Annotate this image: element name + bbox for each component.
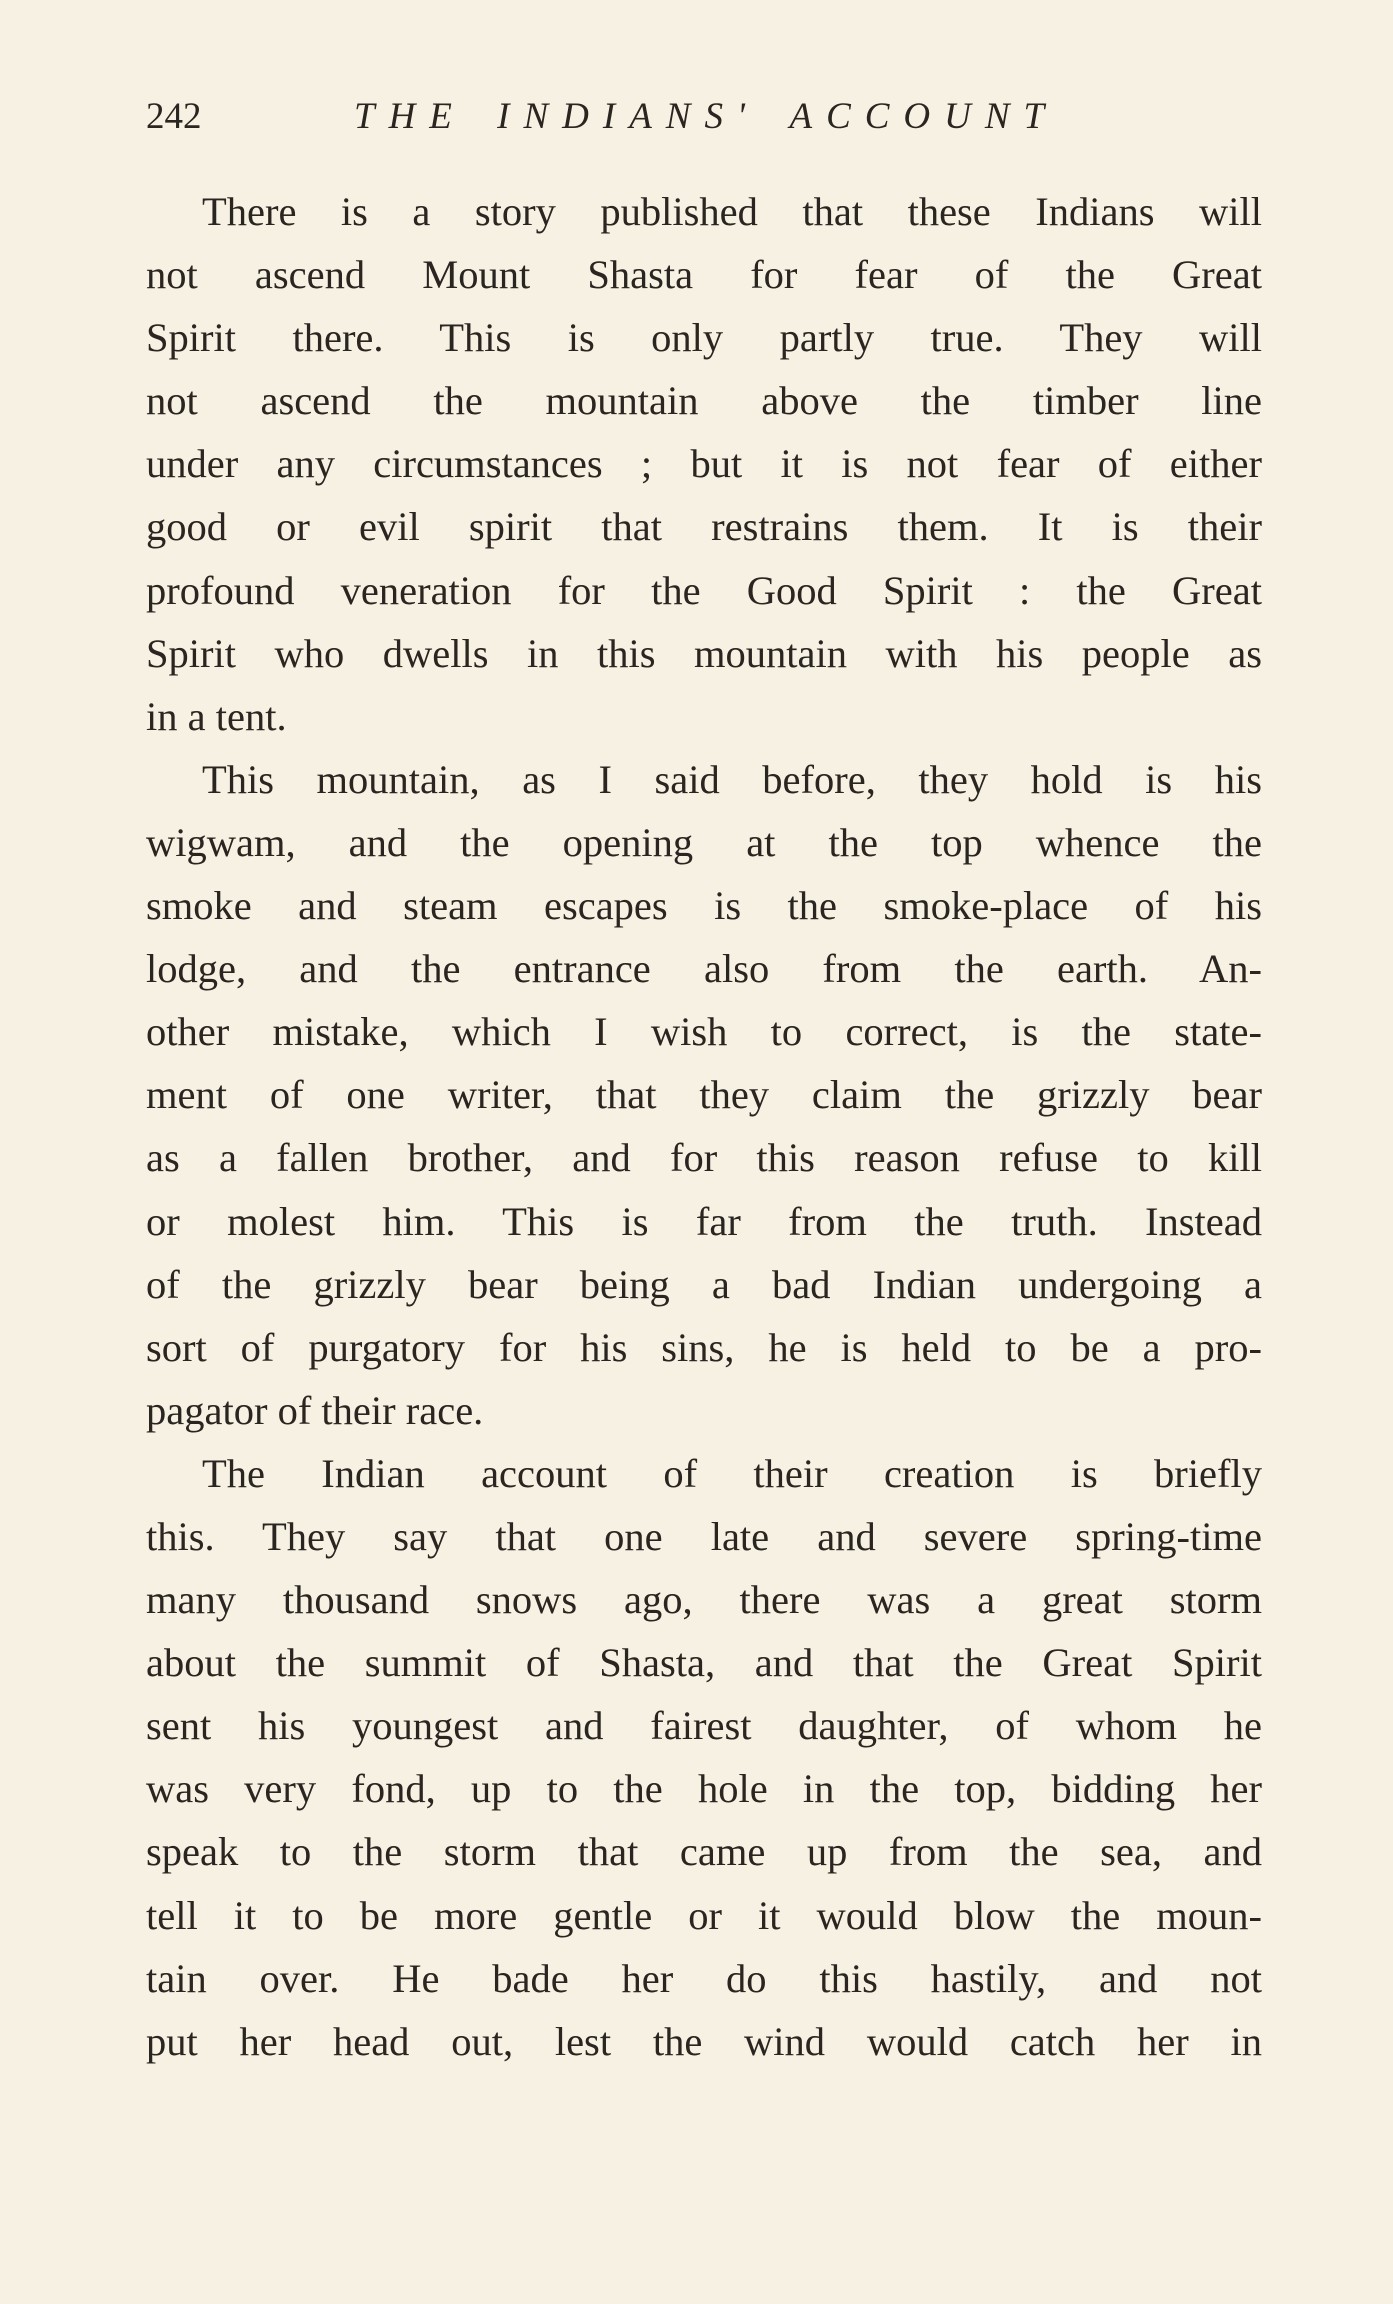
text-line: was very fond, up to the hole in the top, bidding her xyxy=(146,1766,1262,1812)
text-line: tain over. He bade her do this hastily, and not xyxy=(146,1955,1262,2001)
text-line: profound veneration for the Good Spirit : the Great xyxy=(146,567,1262,613)
text-line: sort of purgatory for his sins, he is held to be a pro- xyxy=(146,1324,1262,1370)
text-line: not ascend the mountain above the timber line xyxy=(146,378,1262,424)
page-number: 242 xyxy=(146,96,202,137)
text-line: good or evil spirit that restrains them. It is their xyxy=(146,504,1262,550)
running-title: THE INDIANS' ACCOUNT xyxy=(354,96,1059,137)
text-line: sent his youngest and fairest daughter, of whom he xyxy=(146,1703,1262,1749)
text-line: The Indian account of their creation is briefly xyxy=(202,1450,1262,1496)
text-line: This mountain, as I said before, they hold is his xyxy=(202,756,1262,802)
running-head xyxy=(146,92,1256,142)
text-line: Spirit who dwells in this mountain with his people as xyxy=(146,630,1262,676)
text-line: many thousand snows ago, there was a great storm xyxy=(146,1577,1262,1623)
text-line: under any circumstances ; but it is not fear of either xyxy=(146,441,1262,487)
text-line: lodge, and the entrance also from the earth. An- xyxy=(146,946,1262,992)
text-line: this. They say that one late and severe spring-time xyxy=(146,1513,1262,1559)
text-line: other mistake, which I wish to correct, is the state- xyxy=(146,1009,1262,1055)
text-line: There is a story published that these Indians will xyxy=(202,189,1262,234)
text-line: put her head out, lest the wind would catch her in xyxy=(146,2018,1262,2064)
text-line: Spirit there. This is only partly true. They will xyxy=(146,315,1262,361)
text-line: or molest him. This is far from the truth. Instead xyxy=(146,1198,1262,1244)
text-line: as a fallen brother, and for this reason refuse to kill xyxy=(146,1135,1262,1181)
text-line: of the grizzly bear being a bad Indian undergoing a xyxy=(146,1261,1262,1307)
text-line: pagator of their race. xyxy=(146,1387,484,1433)
text-line: wigwam, and the opening at the top whence the xyxy=(146,819,1262,865)
text-line: in a tent. xyxy=(146,693,287,739)
text-line: tell it to be more gentle or it would blow the moun- xyxy=(146,1892,1262,1938)
text-line: not ascend Mount Shasta for fear of the Great xyxy=(146,252,1262,298)
text-line: speak to the storm that came up from the sea, and xyxy=(146,1829,1262,1875)
text-line: about the summit of Shasta, and that the Great Spirit xyxy=(146,1640,1262,1686)
text-line: smoke and steam escapes is the smoke-place of his xyxy=(146,883,1262,929)
text-line: ment of one writer, that they claim the grizzly bear xyxy=(146,1072,1262,1118)
body-text xyxy=(146,180,1262,2073)
